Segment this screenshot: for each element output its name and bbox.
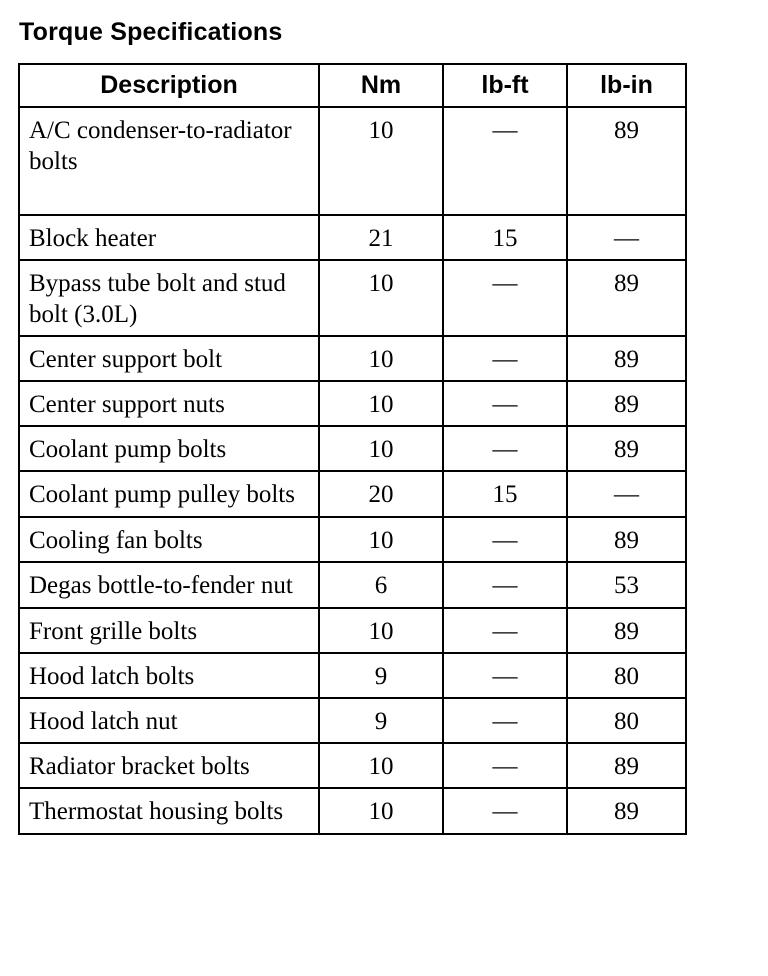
lb-ft-cell: — (443, 743, 567, 788)
description-cell: Block heater (19, 215, 319, 260)
nm-cell: 10 (319, 788, 443, 834)
lb-ft-cell: — (443, 653, 567, 698)
lb-in-cell: 89 (567, 426, 686, 471)
lb-in-cell: 89 (567, 788, 686, 834)
description-cell: Thermostat housing bolts (19, 788, 319, 834)
table-row (19, 260, 686, 336)
description-cell: Bypass tube bolt and stud bolt (3.0L) (19, 260, 319, 336)
lb-in-cell: 89 (567, 381, 686, 426)
lb-ft-cell: — (443, 336, 567, 381)
lb-ft-cell: — (443, 107, 567, 215)
description-cell: Hood latch bolts (19, 653, 319, 698)
table-row (19, 698, 686, 743)
table-row (19, 743, 686, 788)
nm-cell: 10 (319, 426, 443, 471)
nm-cell: 10 (319, 107, 443, 215)
table-row (19, 788, 686, 834)
description-cell: Center support nuts (19, 381, 319, 426)
nm-cell: 10 (319, 336, 443, 381)
lb-in-cell: — (567, 471, 686, 517)
table-row (19, 107, 686, 215)
lb-in-cell: 89 (567, 517, 686, 562)
description-cell: Coolant pump bolts (19, 426, 319, 471)
description-cell: Cooling fan bolts (19, 517, 319, 562)
table-row (19, 653, 686, 698)
torque-spec-table (18, 63, 687, 835)
column-header-description: Description (19, 64, 319, 107)
table-row (19, 471, 686, 517)
nm-cell: 10 (319, 517, 443, 562)
lb-in-cell: 89 (567, 336, 686, 381)
nm-cell: 21 (319, 215, 443, 260)
nm-cell: 9 (319, 653, 443, 698)
lb-in-cell: 80 (567, 653, 686, 698)
lb-ft-cell: — (443, 562, 567, 608)
nm-cell: 10 (319, 608, 443, 653)
table-row (19, 381, 686, 426)
lb-ft-cell: 15 (443, 215, 567, 260)
nm-cell: 20 (319, 471, 443, 517)
lb-ft-cell: — (443, 788, 567, 834)
description-cell: Center support bolt (19, 336, 319, 381)
table-row (19, 562, 686, 608)
table-row (19, 215, 686, 260)
lb-ft-cell: — (443, 698, 567, 743)
column-header-nm: Nm (319, 64, 443, 107)
description-cell: Degas bottle-to-fender nut (19, 562, 319, 608)
description-cell: Radiator bracket bolts (19, 743, 319, 788)
lb-in-cell: 53 (567, 562, 686, 608)
description-cell: Coolant pump pulley bolts (19, 471, 319, 517)
lb-in-cell: 89 (567, 608, 686, 653)
nm-cell: 6 (319, 562, 443, 608)
lb-in-cell: 80 (567, 698, 686, 743)
table-row (19, 608, 686, 653)
page-title: Torque Specifications (19, 18, 283, 46)
lb-in-cell: — (567, 215, 686, 260)
lb-ft-cell: — (443, 426, 567, 471)
header-row (19, 64, 686, 107)
lb-ft-cell: 15 (443, 471, 567, 517)
lb-ft-cell: — (443, 260, 567, 336)
nm-cell: 10 (319, 743, 443, 788)
column-header-lb-in: lb-in (567, 64, 686, 107)
lb-in-cell: 89 (567, 743, 686, 788)
lb-ft-cell: — (443, 517, 567, 562)
description-cell: A/C condenser-to-radiator bolts (19, 107, 319, 215)
lb-ft-cell: — (443, 381, 567, 426)
nm-cell: 10 (319, 381, 443, 426)
description-cell: Front grille bolts (19, 608, 319, 653)
table-row (19, 336, 686, 381)
nm-cell: 9 (319, 698, 443, 743)
column-header-lb-ft: lb-ft (443, 64, 567, 107)
table-row (19, 517, 686, 562)
lb-in-cell: 89 (567, 107, 686, 215)
description-cell: Hood latch nut (19, 698, 319, 743)
table-row (19, 426, 686, 471)
nm-cell: 10 (319, 260, 443, 336)
lb-in-cell: 89 (567, 260, 686, 336)
lb-ft-cell: — (443, 608, 567, 653)
